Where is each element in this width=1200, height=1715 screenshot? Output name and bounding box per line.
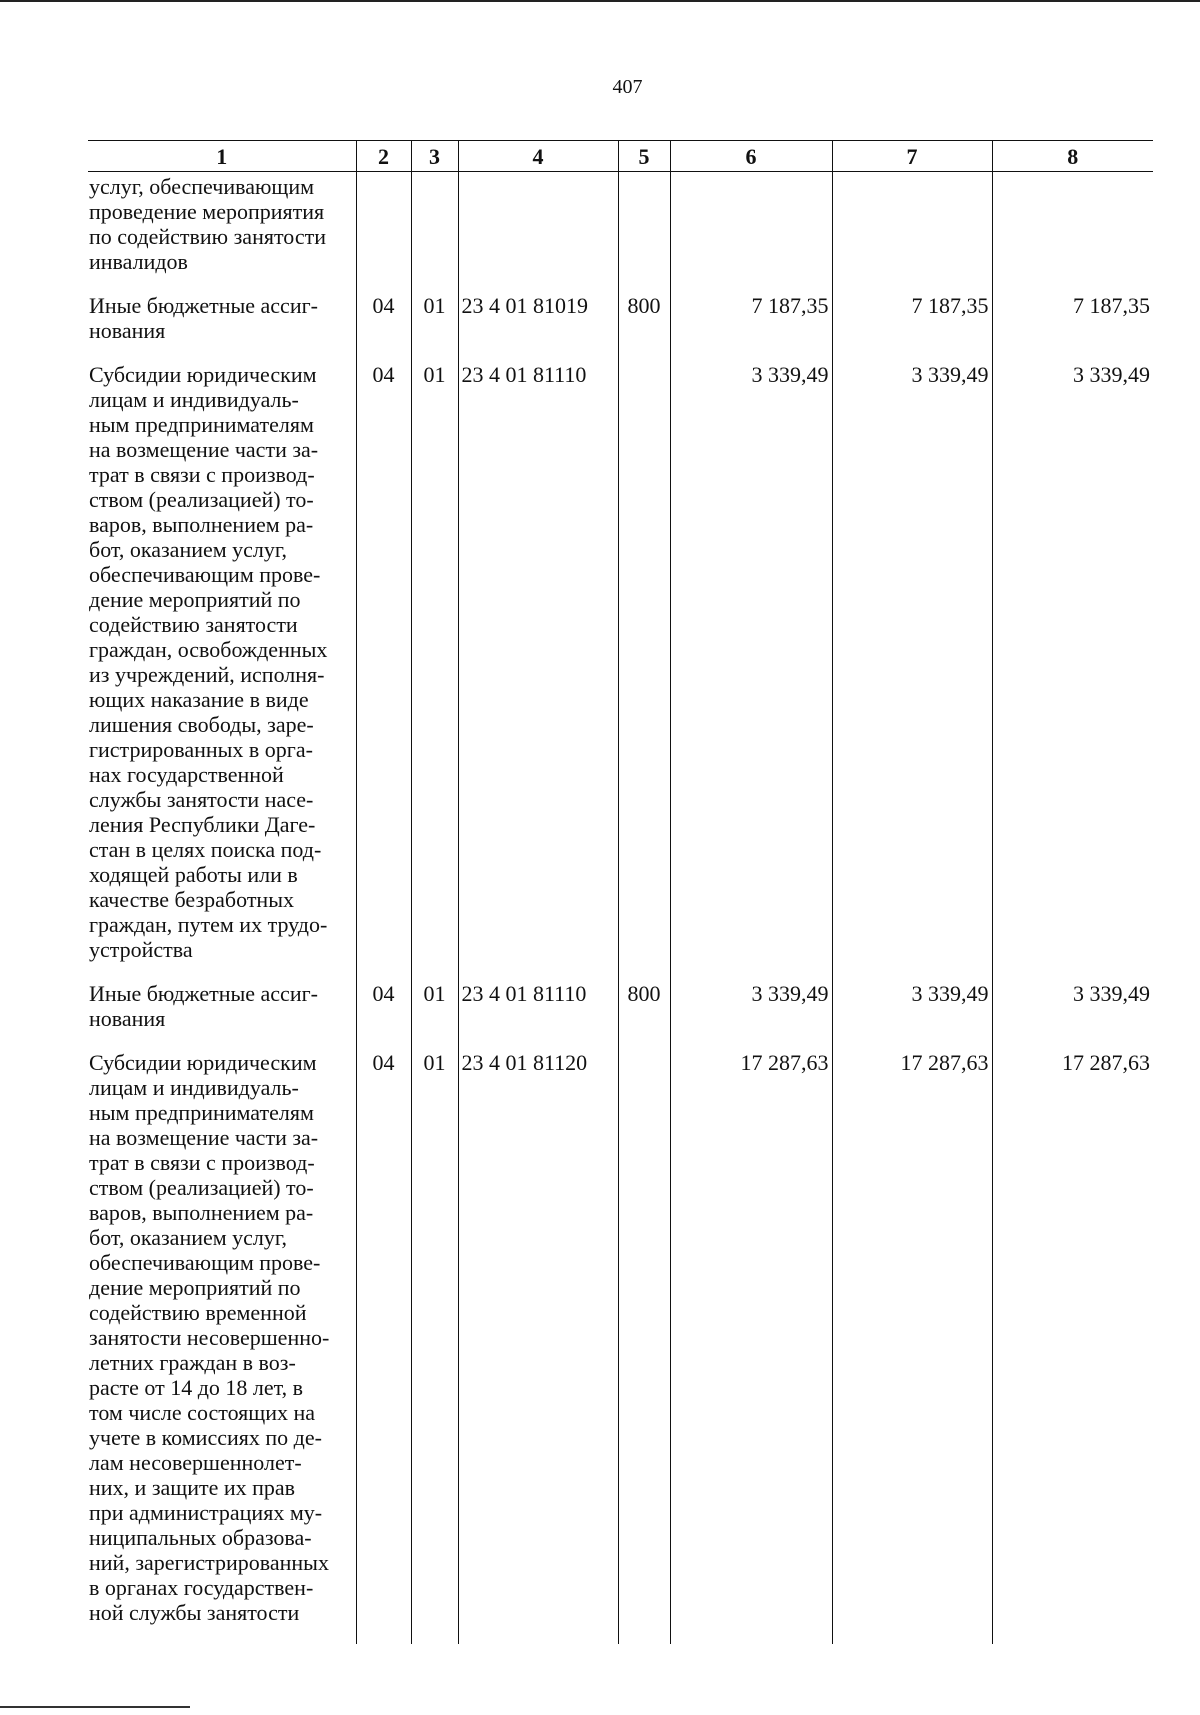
header-col-6: 6 [670,141,832,172]
cell-amount-col7: 3 339,49 [832,981,992,1050]
row-name-line: на возмещение части за- [89,437,319,462]
table-row [88,172,1153,294]
row-name-line: гистрированных в орга- [89,737,313,762]
cell-expense-type [618,1050,670,1644]
row-name-line: по содействию занятости [89,224,326,249]
bottom-scan-edge [0,1706,190,1708]
cell-amount-col8: 17 287,63 [992,1050,1153,1644]
header-col-8: 8 [992,141,1153,172]
row-name-line: обеспечивающим прове- [89,562,321,587]
row-name-line: нования [89,1006,166,1031]
row-name-line: варов, выполнением ра- [89,512,314,537]
row-name-line: проведение мероприятия [89,199,325,224]
row-name-line: из учреждений, исполня- [89,662,325,687]
cell-amount-col8: 3 339,49 [992,981,1153,1050]
cell-section: 04 [356,981,411,1050]
row-name-line: Субсидии юридическим [89,1050,317,1075]
row-name [88,293,356,362]
row-name-line: бот, оказанием услуг, [89,1225,287,1250]
budget-table [88,140,1153,1644]
cell-expense-type: 800 [618,981,670,1050]
cell-expense-type [618,362,670,981]
cell-amount-col7: 7 187,35 [832,293,992,362]
row-name-line: при администрациях му- [89,1500,323,1525]
row-name-line: ным предпринимателям [89,1100,314,1125]
cell-amount-col7: 3 339,49 [832,362,992,981]
cell-subsection: 01 [411,362,458,981]
cell-amount-col6 [670,172,832,294]
header-col-5: 5 [618,141,670,172]
row-name-line: летних граждан в воз- [89,1350,296,1375]
row-name-line: ющих наказание в виде [89,687,309,712]
row-name-line: Иные бюджетные ассиг- [89,981,318,1006]
row-name-line: ний, зарегистрированных [89,1550,329,1575]
row-name-line: граждан, освобожденных [89,637,328,662]
header-col-3: 3 [411,141,458,172]
row-name-line: качестве безработных [89,887,294,912]
row-name-line: на возмещение части за- [89,1125,319,1150]
cell-section: 04 [356,1050,411,1644]
row-name [88,1050,356,1644]
header-col-2: 2 [356,141,411,172]
row-name-line: лицам и индивидуаль- [89,387,299,412]
row-name-line: устройства [89,937,193,962]
row-name-line: граждан, путем их трудо- [89,912,328,937]
cell-section [356,172,411,294]
cell-target-code: 23 4 01 81019 [458,293,618,362]
row-name-line: обеспечивающим прове- [89,1250,321,1275]
cell-amount-col8: 7 187,35 [992,293,1153,362]
row-name-line: дение мероприятий по [89,1275,301,1300]
cell-amount-col6: 3 339,49 [670,362,832,981]
row-name-line: ления Республики Даге- [89,812,316,837]
cell-amount-col6: 17 287,63 [670,1050,832,1644]
table-row [88,1050,1153,1644]
cell-target-code: 23 4 01 81110 [458,362,618,981]
top-scan-edge [0,0,1200,2]
row-name-line: стан в целях поиска под- [89,837,322,862]
row-name-line: них, и защите их прав [89,1475,296,1500]
row-name [88,172,356,294]
row-name [88,362,356,981]
cell-subsection [411,172,458,294]
header-col-1: 1 [88,141,356,172]
header-row [88,141,1153,172]
row-name-line: лишения свободы, заре- [89,712,314,737]
row-name-line: Субсидии юридическим [89,362,317,387]
row-name-line: нах государственной [89,762,284,787]
row-name-line: учете в комиссиях по де- [89,1425,322,1450]
row-name [88,981,356,1050]
row-name-line: в органах государствен- [89,1575,314,1600]
table-row [88,981,1153,1050]
table-row [88,293,1153,362]
row-name-line: бот, оказанием услуг, [89,537,287,562]
cell-amount-col8 [992,172,1153,294]
row-name-line: ным предпринимателям [89,412,314,437]
cell-amount-col6: 7 187,35 [670,293,832,362]
row-name-line: ством (реализацией) то- [89,1175,314,1200]
row-name-line: трат в связи с производ- [89,462,315,487]
row-name-line: занятости несовершенно- [89,1325,330,1350]
header-col-7: 7 [832,141,992,172]
row-name-line: Иные бюджетные ассиг- [89,293,318,318]
cell-target-code: 23 4 01 81120 [458,1050,618,1644]
cell-amount-col7: 17 287,63 [832,1050,992,1644]
row-name-line: службы занятости насе- [89,787,314,812]
table-row [88,362,1153,981]
cell-subsection: 01 [411,293,458,362]
cell-expense-type [618,172,670,294]
header-col-4: 4 [458,141,618,172]
row-name-line: содействию временной [89,1300,307,1325]
row-name-line: лицам и индивидуаль- [89,1075,299,1100]
cell-target-code [458,172,618,294]
cell-subsection: 01 [411,1050,458,1644]
cell-amount-col8: 3 339,49 [992,362,1153,981]
cell-expense-type: 800 [618,293,670,362]
cell-subsection: 01 [411,981,458,1050]
row-name-line: ниципальных образова- [89,1525,312,1550]
page-number: 407 [612,76,643,98]
row-name-line: содействию занятости [89,612,298,637]
row-name-line: услуг, обеспечивающим [89,174,315,199]
row-name-line: трат в связи с производ- [89,1150,315,1175]
row-name-line: варов, выполнением ра- [89,1200,314,1225]
row-name-line: ной службы занятости [89,1600,300,1625]
row-name-line: ством (реализацией) то- [89,487,314,512]
row-name-line: ходящей работы или в [89,862,298,887]
cell-amount-col6: 3 339,49 [670,981,832,1050]
row-name-line: расте от 14 до 18 лет, в [89,1375,304,1400]
cell-section: 04 [356,362,411,981]
row-name-line: том числе состоящих на [89,1400,316,1425]
row-name-line: нования [89,318,166,343]
cell-amount-col7 [832,172,992,294]
cell-target-code: 23 4 01 81110 [458,981,618,1050]
cell-section: 04 [356,293,411,362]
row-name-line: лам несовершеннолет- [89,1450,302,1475]
row-name-line: дение мероприятий по [89,587,301,612]
row-name-line: инвалидов [89,249,188,274]
